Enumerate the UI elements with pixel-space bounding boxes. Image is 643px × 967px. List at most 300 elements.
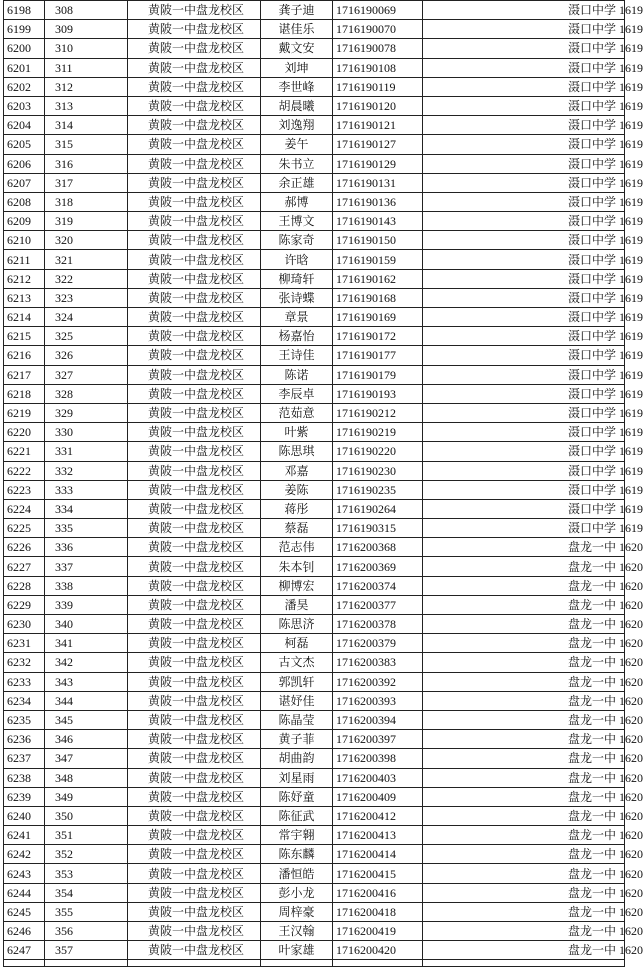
- class-code-cell: 滠口中学 1619: [423, 346, 625, 365]
- student-id-cell: 1716200419: [333, 922, 423, 941]
- table-row: [4, 826, 625, 845]
- school-cell: 黄陂一中盘龙校区: [128, 288, 261, 307]
- empty-cell: [45, 960, 128, 967]
- student-id-cell: 1716200392: [333, 672, 423, 691]
- class-code-cell: 盘龙一中 1620: [423, 787, 625, 806]
- row-index-cell: 6204: [4, 116, 45, 135]
- row-index-cell: 6206: [4, 154, 45, 173]
- class-code-cell: 滠口中学 1619: [423, 365, 625, 384]
- school-cell: 黄陂一中盘龙校区: [128, 250, 261, 269]
- table-row: [4, 442, 625, 461]
- serial-cell: 314: [45, 116, 128, 135]
- serial-cell: 312: [45, 77, 128, 96]
- serial-cell: 341: [45, 634, 128, 653]
- student-name-cell: 李辰卓: [261, 384, 333, 403]
- serial-cell: 342: [45, 653, 128, 672]
- empty-cell: [128, 960, 261, 967]
- school-cell: 黄陂一中盘龙校区: [128, 77, 261, 96]
- serial-cell: 353: [45, 864, 128, 883]
- table-row: [4, 288, 625, 307]
- student-name-cell: 彭小龙: [261, 883, 333, 902]
- row-index-cell: 6235: [4, 710, 45, 729]
- student-name-cell: 陈征武: [261, 806, 333, 825]
- class-code-cell: 盘龙一中 1620: [423, 634, 625, 653]
- school-cell: 黄陂一中盘龙校区: [128, 730, 261, 749]
- class-code-cell: 盘龙一中 1620: [423, 672, 625, 691]
- student-id-cell: 1716190172: [333, 327, 423, 346]
- empty-cell: [423, 960, 625, 967]
- serial-cell: 317: [45, 173, 128, 192]
- student-id-cell: 1716200397: [333, 730, 423, 749]
- school-cell: 黄陂一中盘龙校区: [128, 941, 261, 960]
- class-code-cell: 滠口中学 1619: [423, 269, 625, 288]
- student-id-cell: 1716190235: [333, 480, 423, 499]
- student-id-cell: 1716200413: [333, 826, 423, 845]
- serial-cell: 329: [45, 403, 128, 422]
- student-id-cell: 1716200409: [333, 787, 423, 806]
- row-index-cell: 6225: [4, 519, 45, 538]
- student-name-cell: 潘恒皓: [261, 864, 333, 883]
- school-cell: 黄陂一中盘龙校区: [128, 423, 261, 442]
- class-code-cell: 滠口中学 1619: [423, 192, 625, 211]
- table-row: [4, 730, 625, 749]
- student-name-cell: 龚子迪: [261, 1, 333, 20]
- table-row: [4, 634, 625, 653]
- row-index-cell: 6217: [4, 365, 45, 384]
- serial-cell: 351: [45, 826, 128, 845]
- school-cell: 黄陂一中盘龙校区: [128, 173, 261, 192]
- row-index-cell: 6212: [4, 269, 45, 288]
- student-id-cell: 1716190159: [333, 250, 423, 269]
- row-index-cell: 6219: [4, 403, 45, 422]
- table-row: [4, 154, 625, 173]
- student-name-cell: 叶家雄: [261, 941, 333, 960]
- table-row: [4, 461, 625, 480]
- class-code-cell: 滠口中学 1619: [423, 519, 625, 538]
- student-id-cell: 1716190069: [333, 1, 423, 20]
- student-name-cell: 黄子菲: [261, 730, 333, 749]
- table-row: [4, 691, 625, 710]
- student-id-cell: 1716190121: [333, 116, 423, 135]
- serial-cell: 338: [45, 576, 128, 595]
- serial-cell: 357: [45, 941, 128, 960]
- serial-cell: 345: [45, 710, 128, 729]
- class-code-cell: 盘龙一中 1620: [423, 845, 625, 864]
- student-id-cell: 1716190219: [333, 423, 423, 442]
- serial-cell: 344: [45, 691, 128, 710]
- serial-cell: 324: [45, 308, 128, 327]
- school-cell: 黄陂一中盘龙校区: [128, 499, 261, 518]
- serial-cell: 347: [45, 749, 128, 768]
- student-id-cell: 1716200398: [333, 749, 423, 768]
- student-id-cell: 1716190119: [333, 77, 423, 96]
- student-name-cell: 刘星雨: [261, 768, 333, 787]
- table-row: [4, 346, 625, 365]
- serial-cell: 340: [45, 615, 128, 634]
- class-code-cell: 滠口中学 1619: [423, 442, 625, 461]
- student-name-cell: 余正雄: [261, 173, 333, 192]
- school-cell: 黄陂一中盘龙校区: [128, 480, 261, 499]
- table-row: [4, 403, 625, 422]
- student-id-cell: 1716190136: [333, 192, 423, 211]
- class-code-cell: 滠口中学 1619: [423, 154, 625, 173]
- serial-cell: 326: [45, 346, 128, 365]
- school-cell: 黄陂一中盘龙校区: [128, 403, 261, 422]
- school-cell: 黄陂一中盘龙校区: [128, 691, 261, 710]
- class-code-cell: 盘龙一中 1620: [423, 902, 625, 921]
- student-id-cell: 1716190169: [333, 308, 423, 327]
- admission-list-sheet: [3, 0, 643, 967]
- row-index-cell: 6198: [4, 1, 45, 20]
- student-name-cell: 陈东麟: [261, 845, 333, 864]
- serial-cell: 313: [45, 96, 128, 115]
- student-name-cell: 陈家奇: [261, 231, 333, 250]
- student-name-cell: 刘坤: [261, 58, 333, 77]
- student-name-cell: 杨嘉怡: [261, 327, 333, 346]
- student-table: [3, 0, 643, 967]
- student-id-cell: 1716200394: [333, 710, 423, 729]
- student-name-cell: 姜午: [261, 135, 333, 154]
- table-row: [4, 576, 625, 595]
- table-row: [4, 77, 625, 96]
- row-index-cell: 6222: [4, 461, 45, 480]
- student-name-cell: 叶紫: [261, 423, 333, 442]
- row-index-cell: 6238: [4, 768, 45, 787]
- class-code-cell: 盘龙一中 1620: [423, 730, 625, 749]
- school-cell: 黄陂一中盘龙校区: [128, 595, 261, 614]
- row-index-cell: 6227: [4, 557, 45, 576]
- row-index-cell: 6245: [4, 902, 45, 921]
- serial-cell: 328: [45, 384, 128, 403]
- row-index-cell: 6233: [4, 672, 45, 691]
- school-cell: 黄陂一中盘龙校区: [128, 442, 261, 461]
- student-id-cell: 1716200403: [333, 768, 423, 787]
- row-index-cell: 6221: [4, 442, 45, 461]
- row-index-cell: 6214: [4, 308, 45, 327]
- school-cell: 黄陂一中盘龙校区: [128, 883, 261, 902]
- school-cell: 黄陂一中盘龙校区: [128, 615, 261, 634]
- school-cell: 黄陂一中盘龙校区: [128, 461, 261, 480]
- row-index-cell: 6215: [4, 327, 45, 346]
- school-cell: 黄陂一中盘龙校区: [128, 749, 261, 768]
- serial-cell: 334: [45, 499, 128, 518]
- student-id-cell: 1716190162: [333, 269, 423, 288]
- student-id-cell: 1716190108: [333, 58, 423, 77]
- student-id-cell: 1716190230: [333, 461, 423, 480]
- row-index-cell: 6209: [4, 212, 45, 231]
- serial-cell: 356: [45, 922, 128, 941]
- table-row: [4, 615, 625, 634]
- class-code-cell: 滠口中学 1619: [423, 423, 625, 442]
- table-row: [4, 538, 625, 557]
- table-row: [4, 883, 625, 902]
- student-id-cell: 1716190177: [333, 346, 423, 365]
- row-index-cell: 6242: [4, 845, 45, 864]
- class-code-cell: 盘龙一中 1620: [423, 557, 625, 576]
- table-row: [4, 768, 625, 787]
- student-name-cell: 陈妤童: [261, 787, 333, 806]
- serial-cell: 310: [45, 39, 128, 58]
- row-index-cell: 6241: [4, 826, 45, 845]
- table-row: [4, 173, 625, 192]
- class-code-cell: 盘龙一中 1620: [423, 691, 625, 710]
- row-index-cell: 6218: [4, 384, 45, 403]
- serial-cell: 320: [45, 231, 128, 250]
- row-index-cell: 6228: [4, 576, 45, 595]
- row-index-cell: 6203: [4, 96, 45, 115]
- row-index-cell: 6199: [4, 20, 45, 39]
- row-index-cell: 6202: [4, 77, 45, 96]
- table-row: [4, 384, 625, 403]
- student-id-cell: 1716200393: [333, 691, 423, 710]
- table-row: [4, 20, 625, 39]
- student-id-cell: 1716200383: [333, 653, 423, 672]
- school-cell: 黄陂一中盘龙校区: [128, 787, 261, 806]
- table-row: [4, 1, 625, 20]
- student-name-cell: 王汉翰: [261, 922, 333, 941]
- class-code-cell: 盘龙一中 1620: [423, 941, 625, 960]
- row-index-cell: 6207: [4, 173, 45, 192]
- table-row: [4, 231, 625, 250]
- school-cell: 黄陂一中盘龙校区: [128, 135, 261, 154]
- student-id-cell: 1716190131: [333, 173, 423, 192]
- serial-cell: 327: [45, 365, 128, 384]
- table-row: [4, 39, 625, 58]
- school-cell: 黄陂一中盘龙校区: [128, 365, 261, 384]
- serial-cell: 321: [45, 250, 128, 269]
- school-cell: 黄陂一中盘龙校区: [128, 116, 261, 135]
- student-id-cell: 1716200378: [333, 615, 423, 634]
- serial-cell: 315: [45, 135, 128, 154]
- class-code-cell: 滠口中学 1619: [423, 39, 625, 58]
- table-row: [4, 250, 625, 269]
- serial-cell: 333: [45, 480, 128, 499]
- student-name-cell: 常宇翱: [261, 826, 333, 845]
- row-index-cell: 6246: [4, 922, 45, 941]
- school-cell: 黄陂一中盘龙校区: [128, 39, 261, 58]
- student-name-cell: 朱本钊: [261, 557, 333, 576]
- table-row: [4, 192, 625, 211]
- table-row: [4, 423, 625, 442]
- class-code-cell: 滠口中学 1619: [423, 461, 625, 480]
- table-row: [4, 135, 625, 154]
- table-row: [4, 116, 625, 135]
- serial-cell: 331: [45, 442, 128, 461]
- student-name-cell: 古文杰: [261, 653, 333, 672]
- row-index-cell: 6213: [4, 288, 45, 307]
- student-id-cell: 1716190120: [333, 96, 423, 115]
- class-code-cell: 滠口中学 1619: [423, 135, 625, 154]
- school-cell: 黄陂一中盘龙校区: [128, 864, 261, 883]
- school-cell: 黄陂一中盘龙校区: [128, 710, 261, 729]
- serial-cell: 311: [45, 58, 128, 77]
- empty-cell: [261, 960, 333, 967]
- row-index-cell: 6223: [4, 480, 45, 499]
- student-name-cell: 刘逸翔: [261, 116, 333, 135]
- school-cell: 黄陂一中盘龙校区: [128, 557, 261, 576]
- class-code-cell: 盘龙一中 1620: [423, 595, 625, 614]
- table-row: [4, 519, 625, 538]
- class-code-cell: 滠口中学 1619: [423, 499, 625, 518]
- table-row: [4, 269, 625, 288]
- empty-cell: [4, 960, 45, 967]
- school-cell: 黄陂一中盘龙校区: [128, 768, 261, 787]
- table-row: [4, 902, 625, 921]
- student-name-cell: 邓嘉: [261, 461, 333, 480]
- table-row: [4, 96, 625, 115]
- row-index-cell: 6247: [4, 941, 45, 960]
- student-name-cell: 郝博: [261, 192, 333, 211]
- school-cell: 黄陂一中盘龙校区: [128, 902, 261, 921]
- student-name-cell: 姜陈: [261, 480, 333, 499]
- school-cell: 黄陂一中盘龙校区: [128, 653, 261, 672]
- serial-cell: 330: [45, 423, 128, 442]
- student-name-cell: 王博文: [261, 212, 333, 231]
- serial-cell: 318: [45, 192, 128, 211]
- student-id-cell: 1716190070: [333, 20, 423, 39]
- row-index-cell: 6226: [4, 538, 45, 557]
- school-cell: 黄陂一中盘龙校区: [128, 806, 261, 825]
- serial-cell: 343: [45, 672, 128, 691]
- class-code-cell: 盘龙一中 1620: [423, 749, 625, 768]
- row-index-cell: 6234: [4, 691, 45, 710]
- row-index-cell: 6244: [4, 883, 45, 902]
- student-name-cell: 谌佳乐: [261, 20, 333, 39]
- table-row: [4, 787, 625, 806]
- school-cell: 黄陂一中盘龙校区: [128, 20, 261, 39]
- class-code-cell: 盘龙一中 1620: [423, 883, 625, 902]
- student-name-cell: 柯磊: [261, 634, 333, 653]
- student-id-cell: 1716190315: [333, 519, 423, 538]
- row-index-cell: 6211: [4, 250, 45, 269]
- serial-cell: 336: [45, 538, 128, 557]
- serial-cell: 354: [45, 883, 128, 902]
- row-index-cell: 6210: [4, 231, 45, 250]
- class-code-cell: 滠口中学 1619: [423, 288, 625, 307]
- class-code-cell: 滠口中学 1619: [423, 20, 625, 39]
- student-name-cell: 章景: [261, 308, 333, 327]
- class-code-cell: 盘龙一中 1620: [423, 922, 625, 941]
- serial-cell: 316: [45, 154, 128, 173]
- row-index-cell: 6224: [4, 499, 45, 518]
- table-row: [4, 327, 625, 346]
- table-row: [4, 806, 625, 825]
- row-index-cell: 6220: [4, 423, 45, 442]
- class-code-cell: 盘龙一中 1620: [423, 806, 625, 825]
- school-cell: 黄陂一中盘龙校区: [128, 308, 261, 327]
- row-index-cell: 6205: [4, 135, 45, 154]
- serial-cell: 319: [45, 212, 128, 231]
- school-cell: 黄陂一中盘龙校区: [128, 58, 261, 77]
- student-id-cell: 1716200416: [333, 883, 423, 902]
- class-code-cell: 滠口中学 1619: [423, 308, 625, 327]
- student-id-cell: 1716200369: [333, 557, 423, 576]
- student-name-cell: 胡晨曦: [261, 96, 333, 115]
- table-row: [4, 922, 625, 941]
- serial-cell: 339: [45, 595, 128, 614]
- serial-cell: 346: [45, 730, 128, 749]
- student-id-cell: 1716190129: [333, 154, 423, 173]
- school-cell: 黄陂一中盘龙校区: [128, 192, 261, 211]
- student-name-cell: 胡曲韵: [261, 749, 333, 768]
- school-cell: 黄陂一中盘龙校区: [128, 672, 261, 691]
- serial-cell: 352: [45, 845, 128, 864]
- row-index-cell: 6200: [4, 39, 45, 58]
- class-code-cell: 滠口中学 1619: [423, 116, 625, 135]
- class-code-cell: 盘龙一中 1620: [423, 710, 625, 729]
- student-name-cell: 陈晶莹: [261, 710, 333, 729]
- table-row: [4, 710, 625, 729]
- table-row: [4, 212, 625, 231]
- school-cell: 黄陂一中盘龙校区: [128, 269, 261, 288]
- table-row: [4, 499, 625, 518]
- table-row: [4, 595, 625, 614]
- student-name-cell: 陈思济: [261, 615, 333, 634]
- student-id-cell: 1716200420: [333, 941, 423, 960]
- student-name-cell: 许晗: [261, 250, 333, 269]
- row-index-cell: 6236: [4, 730, 45, 749]
- student-id-cell: 1716190264: [333, 499, 423, 518]
- student-name-cell: 郭凯轩: [261, 672, 333, 691]
- table-row: [4, 480, 625, 499]
- serial-cell: 348: [45, 768, 128, 787]
- class-code-cell: 滠口中学 1619: [423, 173, 625, 192]
- table-row: [4, 941, 625, 960]
- table-row: [4, 365, 625, 384]
- student-name-cell: 李世峰: [261, 77, 333, 96]
- class-code-cell: 滠口中学 1619: [423, 250, 625, 269]
- student-name-cell: 潘昊: [261, 595, 333, 614]
- student-id-cell: 1716200377: [333, 595, 423, 614]
- class-code-cell: 滠口中学 1619: [423, 384, 625, 403]
- student-id-cell: 1716200412: [333, 806, 423, 825]
- class-code-cell: 盘龙一中 1620: [423, 538, 625, 557]
- student-name-cell: 蒋彤: [261, 499, 333, 518]
- school-cell: 黄陂一中盘龙校区: [128, 826, 261, 845]
- table-row: [4, 672, 625, 691]
- school-cell: 黄陂一中盘龙校区: [128, 1, 261, 20]
- class-code-cell: 滠口中学 1619: [423, 1, 625, 20]
- school-cell: 黄陂一中盘龙校区: [128, 212, 261, 231]
- table-row: [4, 864, 625, 883]
- class-code-cell: 滠口中学 1619: [423, 231, 625, 250]
- student-id-cell: 1716200374: [333, 576, 423, 595]
- school-cell: 黄陂一中盘龙校区: [128, 845, 261, 864]
- serial-cell: 322: [45, 269, 128, 288]
- serial-cell: 325: [45, 327, 128, 346]
- student-name-cell: 陈诺: [261, 365, 333, 384]
- table-row: [4, 58, 625, 77]
- student-id-cell: 1716190193: [333, 384, 423, 403]
- student-id-cell: 1716190150: [333, 231, 423, 250]
- class-code-cell: 滠口中学 1619: [423, 212, 625, 231]
- class-code-cell: 滠口中学 1619: [423, 480, 625, 499]
- student-id-cell: 1716190078: [333, 39, 423, 58]
- row-index-cell: 6237: [4, 749, 45, 768]
- school-cell: 黄陂一中盘龙校区: [128, 231, 261, 250]
- student-table-body: [4, 1, 643, 967]
- student-id-cell: 1716200379: [333, 634, 423, 653]
- row-index-cell: 6240: [4, 806, 45, 825]
- school-cell: 黄陂一中盘龙校区: [128, 96, 261, 115]
- school-cell: 黄陂一中盘龙校区: [128, 922, 261, 941]
- student-id-cell: 1716190143: [333, 212, 423, 231]
- row-index-cell: 6230: [4, 615, 45, 634]
- student-name-cell: 柳博宏: [261, 576, 333, 595]
- student-name-cell: 朱书立: [261, 154, 333, 173]
- school-cell: 黄陂一中盘龙校区: [128, 538, 261, 557]
- table-row: [4, 308, 625, 327]
